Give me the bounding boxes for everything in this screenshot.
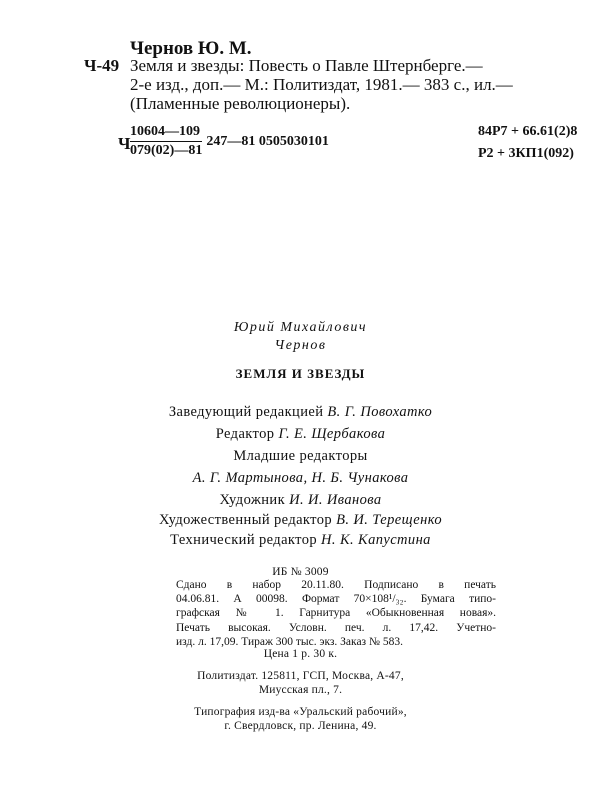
- staff-line: [0, 448, 601, 465]
- staff-role: Художник: [219, 492, 286, 508]
- staff-role: Заведующий редакцией: [168, 404, 324, 420]
- classification-fraction: [130, 124, 204, 159]
- staff-role: Художественный редактор: [158, 512, 333, 528]
- book-title: ЗЕМЛЯ И ЗВЕЗДЫ: [235, 366, 366, 381]
- fraction-denominator: 079(02)—81: [130, 143, 203, 158]
- fraction-numerator: 10604—109: [130, 124, 202, 142]
- printer-info: г. Свердловск, пр. Ленина, 49.: [224, 720, 377, 732]
- author-first-name: Юрий Михайлович: [233, 320, 368, 335]
- technical-data: [176, 578, 496, 649]
- staff-line: [0, 404, 601, 421]
- staff-name: Н. К. Капустина: [321, 532, 431, 548]
- author-last-name: Чернов: [274, 338, 327, 353]
- staff-role: Технический редактор: [170, 532, 318, 548]
- staff-name: Г. Е. Щербакова: [278, 426, 386, 442]
- classification-index: [130, 124, 329, 159]
- technical-line: изд. л. 17,09. Тираж 300 тыс. экз. Заказ № 583.: [176, 635, 403, 648]
- staff-role: Редактор: [215, 426, 275, 442]
- author-heading: Чернов Ю. М.: [130, 38, 252, 59]
- price: Цена 1 р. 30 к.: [263, 648, 338, 660]
- classification-rest: 247—81 0505030101: [206, 133, 329, 149]
- bbk-code: 84Р7 + 66.61(2)8: [478, 124, 578, 139]
- ib-number: ИБ № 3009: [272, 566, 329, 578]
- staff-name: В. И. Терещенко: [336, 512, 442, 528]
- technical-line: графская № 1. Гарнитура «Обыкновенная новая».: [176, 607, 496, 620]
- catalog-line: (Пламенные революционеры).: [130, 94, 351, 113]
- staff-line: [0, 512, 601, 529]
- staff-line: [0, 470, 601, 487]
- staff-line: [0, 532, 601, 549]
- staff-name: А. Г. Мартынова, Н. Б. Чунакова: [192, 470, 409, 486]
- bbk-code: Р2 + 3КП1(092): [478, 146, 574, 161]
- technical-line: Печать высокая. Условн. печ. л. 17,42. Учетно-: [176, 621, 496, 634]
- classification-letter: Ч: [118, 134, 131, 153]
- staff-name: И. И. Иванова: [289, 492, 382, 508]
- staff-line: [0, 426, 601, 443]
- staff-name: В. Г. Повохатко: [327, 404, 433, 420]
- publisher-address: Политиздат. 125811, ГСП, Москва, А-47,: [197, 670, 404, 682]
- catalog-line: Земля и звезды: Повесть о Павле Штернберге.—: [130, 56, 483, 75]
- catalog-line: 2-е изд., доп.— М.: Политиздат, 1981.— 383 с., ил.—: [130, 75, 513, 94]
- technical-line: 04.06.81. А 00098. Формат 70×108¹/₃₂. Бумага типо-: [176, 593, 496, 606]
- call-number: Ч-49: [84, 56, 120, 75]
- publisher-address: Миусская пл., 7.: [258, 684, 343, 696]
- staff-line: [0, 492, 601, 509]
- technical-line: Сдано в набор 20.11.80. Подписано в печать: [176, 579, 496, 591]
- printer-info: Типография изд-ва «Уральский рабочий»,: [194, 706, 407, 718]
- staff-role: Младшие редакторы: [233, 448, 368, 464]
